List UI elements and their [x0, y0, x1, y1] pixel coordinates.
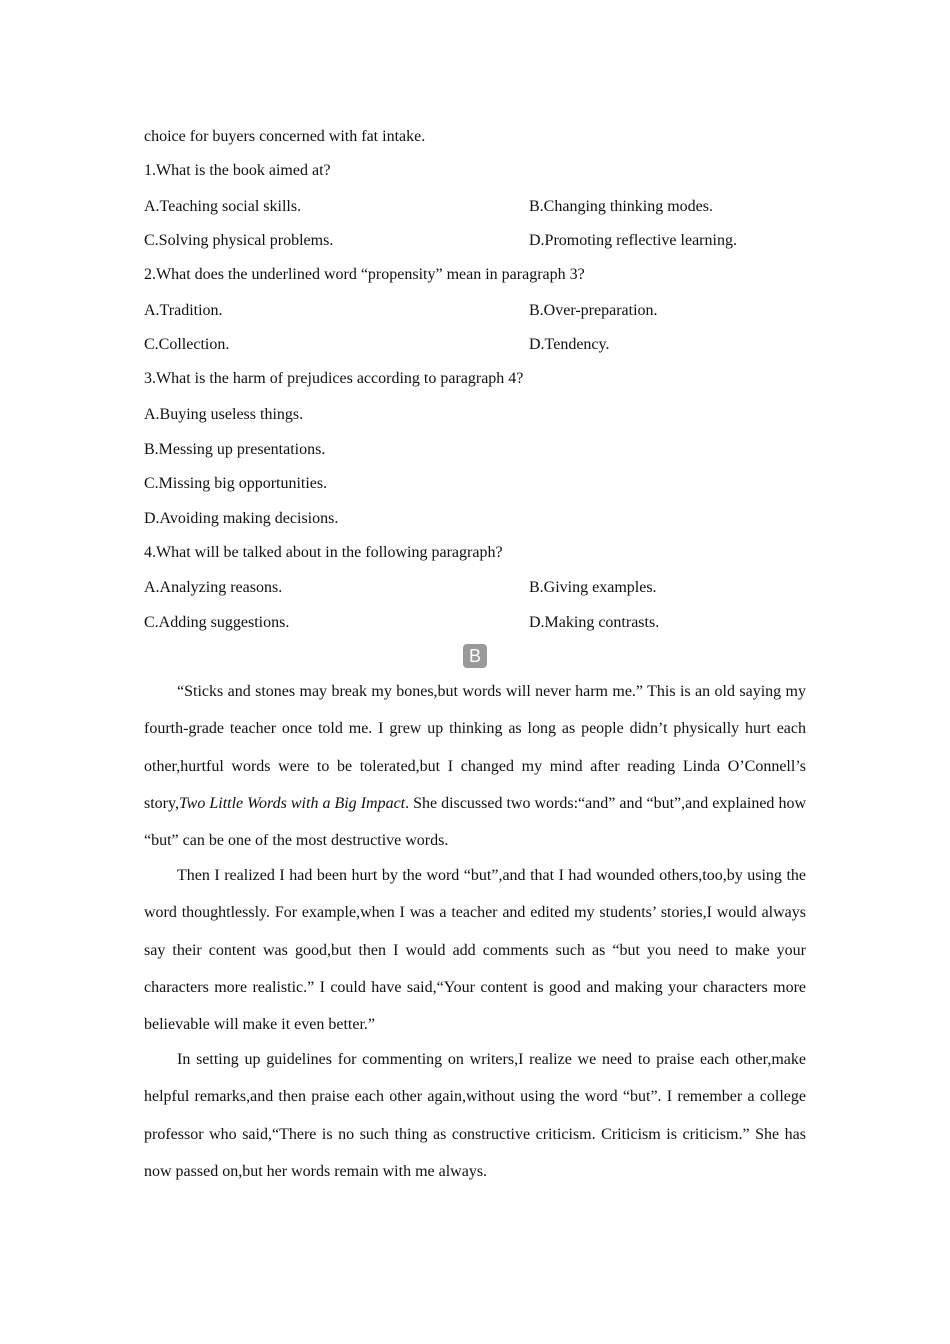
- question-1-option-c: C.Solving physical problems.: [144, 232, 334, 249]
- question-4-stem: 4.What will be talked about in the following paragraph?: [144, 544, 503, 561]
- question-1-option-b: B.Changing thinking modes.: [529, 198, 713, 215]
- question-4-option-b: B.Giving examples.: [529, 579, 657, 596]
- question-1-option-a: A.Teaching social skills.: [144, 198, 302, 215]
- passage-paragraph-1-text-end: . She discussed two words:“and” and “but”,and explained how “but” can be one of the most destructive words.: [144, 794, 806, 850]
- question-4-option-d: D.Making contrasts.: [529, 614, 660, 631]
- passage-paragraph-1: [144, 673, 806, 859]
- section-b-badge: B: [463, 644, 487, 668]
- passage-paragraph-2: Then I realized I had been hurt by the word “but”,and that I had wounded others,too,by using the word thoughtlessly. For example,when I was a teacher and edited my students’ stories,I would always say their content was good,but then I would add comments such as “but you need to make your characters more realistic.” I could have said,“Your content is good and making your characters more believable will make it even better.”: [144, 867, 806, 1034]
- passage-paragraph-1-text-start: “Sticks and stones may break my bones,but words will never harm me.” This is an old saying my fourth-grade teacher once told me. I grew up thinking as long as people didn’t physically hurt each other,hurtful words were to be tolerated,but I changed my mind after reading Linda O’Connell’s story,: [144, 683, 806, 812]
- story-title: Two Little Words with a Big Impact: [178, 794, 406, 812]
- question-2-option-b: B.Over-preparation.: [529, 302, 658, 319]
- question-2-option-a: A.Tradition.: [144, 302, 223, 319]
- question-4-option-a: A.Analyzing reasons.: [144, 579, 283, 596]
- previous-passage-fragment: choice for buyers concerned with fat intake.: [144, 128, 426, 145]
- passage-paragraph-3: In setting up guidelines for commenting on writers,I realize we need to praise each other,make helpful remarks,and then praise each other again,without using the word “but”. I remember a college professor who said,“There is no such thing as constructive criticism. Criticism is criticism.” She has now passed on,but her words remain with me always.: [144, 1051, 806, 1180]
- question-3-option-a: A.Buying useless things.: [144, 406, 304, 423]
- question-3-stem: 3.What is the harm of prejudices according to paragraph 4?: [144, 370, 524, 387]
- question-3-option-d: D.Avoiding making decisions.: [144, 510, 339, 527]
- question-3-option-c: C.Missing big opportunities.: [144, 475, 328, 492]
- question-1-option-d: D.Promoting reflective learning.: [529, 232, 737, 249]
- question-1-stem: 1.What is the book aimed at?: [144, 162, 331, 179]
- question-2-option-d: D.Tendency.: [529, 336, 610, 353]
- question-2-option-c: C.Collection.: [144, 336, 230, 353]
- question-3-option-b: B.Messing up presentations.: [144, 441, 326, 458]
- question-2-stem: 2.What does the underlined word “propensity” mean in paragraph 3?: [144, 266, 585, 283]
- question-4-option-c: C.Adding suggestions.: [144, 614, 290, 631]
